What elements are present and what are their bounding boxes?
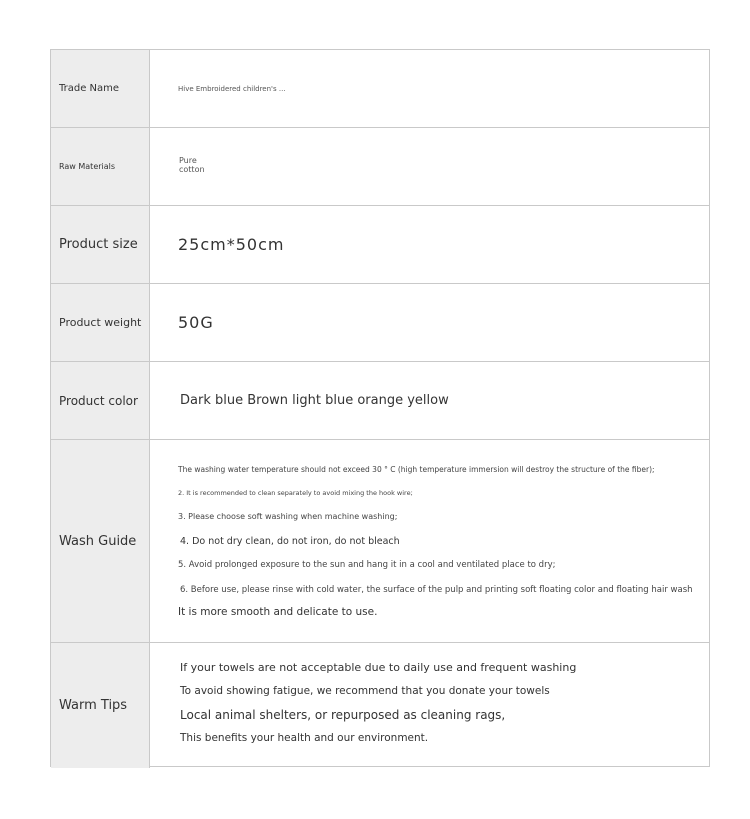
product-size-label: Product size xyxy=(51,206,150,283)
raw-materials-value-line1: Pure xyxy=(179,156,197,165)
product-spec-table xyxy=(50,49,710,767)
wash-guide-line: 3. Please choose soft washing when machine washing; xyxy=(178,512,398,521)
warm-tips-line: To avoid showing fatigue, we recommend that you donate your towels xyxy=(180,685,550,697)
raw-materials-row xyxy=(51,128,709,206)
product-color-label: Product color xyxy=(51,362,150,439)
trade-name-value: Hive Embroidered children's ... xyxy=(178,84,286,93)
trade-name-row xyxy=(51,50,709,128)
warm-tips-line: This benefits your health and our environment. xyxy=(180,732,429,744)
wash-guide-line: 2. It is recommended to clean separately to avoid mixing the hook wire; xyxy=(178,489,413,497)
wash-guide-line: 4. Do not dry clean, do not iron, do not bleach xyxy=(180,536,400,547)
warm-tips-line: Local animal shelters, or repurposed as cleaning rags, xyxy=(180,708,506,722)
raw-materials-label: Raw Materials xyxy=(51,128,150,205)
warm-tips-label: Warm Tips xyxy=(51,643,150,768)
product-weight-label: Product weight xyxy=(51,284,150,361)
product-size-value: 25cm*50cm xyxy=(178,235,285,254)
wash-guide-value xyxy=(151,440,709,642)
product-weight-row xyxy=(51,284,709,362)
product-weight-value: 50G xyxy=(178,313,214,332)
raw-materials-value-line2: cotton xyxy=(179,165,205,174)
wash-guide-row xyxy=(51,440,709,643)
wash-guide-line: 5. Avoid prolonged exposure to the sun and hang it in a cool and ventilated place to dry; xyxy=(178,560,556,570)
wash-guide-line: The washing water temperature should not exceed 30 ° C (high temperature immersion will destroy the structure of the fiber); xyxy=(178,465,655,474)
warm-tips-row xyxy=(51,643,709,768)
product-size-row xyxy=(51,206,709,284)
wash-guide-line: 6. Before use, please rinse with cold water, the surface of the pulp and printing soft floating color and floating hair wash xyxy=(180,585,693,595)
raw-materials-value xyxy=(151,128,709,205)
trade-name-label: Trade Name xyxy=(51,50,150,127)
warm-tips-line: If your towels are not acceptable due to daily use and frequent washing xyxy=(180,661,577,674)
wash-guide-label: Wash Guide xyxy=(51,440,150,642)
warm-tips-value xyxy=(151,643,709,768)
product-color-value: Dark blue Brown light blue orange yellow xyxy=(180,393,449,408)
wash-guide-line: It is more smooth and delicate to use. xyxy=(178,606,378,618)
product-color-row xyxy=(51,362,709,440)
